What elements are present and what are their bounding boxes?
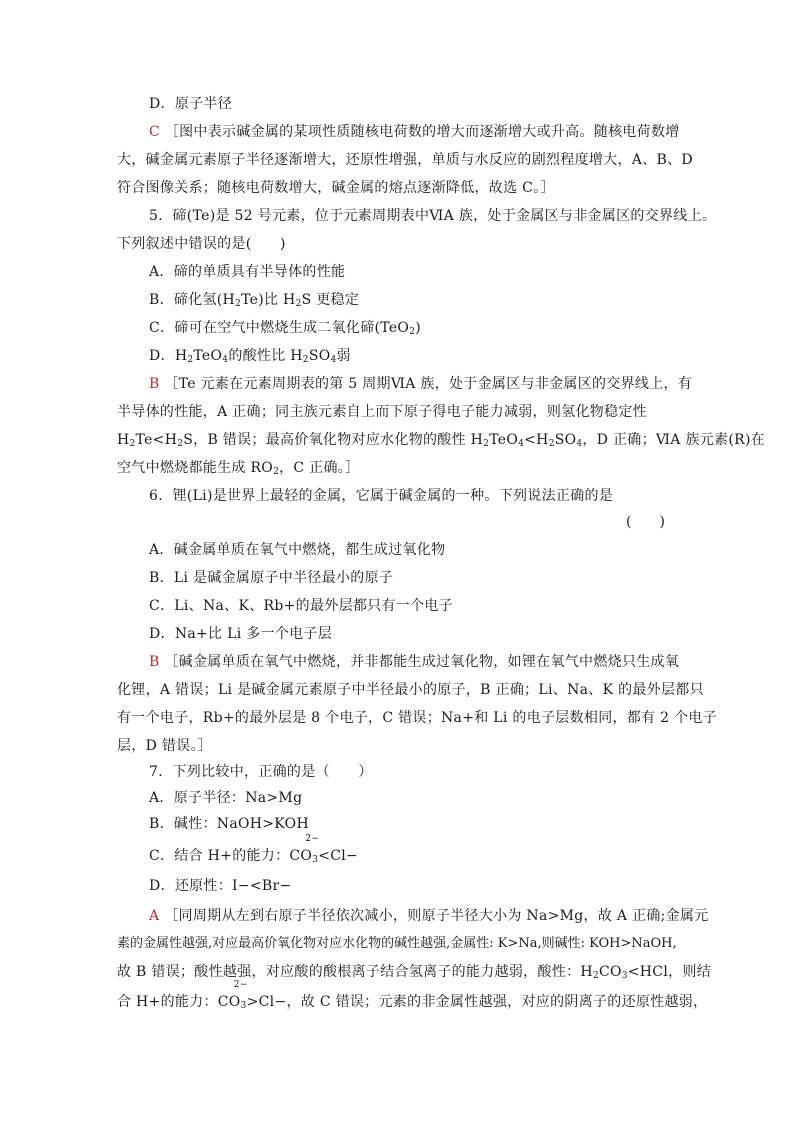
question-6: 6．锂(Li)是世界上最轻的金属，它属于碱金属的一种。下列说法正确的是 bbox=[149, 488, 614, 504]
explanation-line: 层，D 错误。］ bbox=[117, 738, 213, 754]
carbonate-ion: $CO_3$ 2− bbox=[217, 980, 248, 1011]
explanation-line: 有一个电子，Rb+的最外层是 8 个电子，C 错误；Na+和 Li 的电子层数相同，都有 2 个电子 bbox=[117, 710, 718, 726]
answer-letter: B bbox=[149, 654, 160, 670]
option-a-q6: A．碱金属单质在氧气中燃烧，都生成过氧化物 bbox=[149, 542, 446, 558]
answer-explanation-q5: B ［Te 元素在元素周期表的第 5 周期ⅥA 族，处于金属区与非金属区的交界线上，有 bbox=[149, 376, 693, 392]
answer-blank: ( ) bbox=[626, 514, 665, 530]
option-d-q7: D．还原性：I−<Br− bbox=[149, 878, 292, 894]
option-b-q6: B．Li 是碱金属原子中半径最小的原子 bbox=[149, 570, 394, 586]
answer-explanation-q4: C ［图中表示碱金属的某项性质随核电荷数的增大而逐渐增大或升高。随核电荷数增 bbox=[149, 124, 680, 140]
option-d-q5: D．$H_2TeO_4$的酸性比 $H_2SO_4$弱 bbox=[149, 348, 351, 365]
question-5: 5．碲(Te)是 52 号元素，位于元素周期表中ⅥA 族，处于金属区与非金属区的交界线上。 bbox=[149, 208, 717, 224]
option-c-q7: C．结合 H+的能力：$CO_3$ 2− <Cl− bbox=[149, 834, 359, 865]
explanation-line: 符合图像关系；随核电荷数增大，碱金属的熔点逐渐降低，故选 C。］ bbox=[117, 180, 555, 196]
option-d-q4: D．原子半径 bbox=[149, 96, 233, 112]
explanation-line: 大，碱金属元素原子半径逐渐增大，还原性增强，单质与水反应的剧烈程度增大，A、B、D bbox=[117, 152, 693, 168]
answer-explanation-q6: B ［碱金属单质在氧气中燃烧，并非都能生成过氧化物，如锂在氧气中燃烧只生成氧 bbox=[149, 654, 680, 670]
explanation-line: $H_2Te<H_2S$，B 错误；最高价氧化物对应水化物的酸性 $H_2TeO_4<H_2SO_4$，D 正确；ⅥA 族元素(R)在 bbox=[117, 432, 766, 449]
option-c-q5: C．碲可在空气中燃烧生成二氧化碲(TeO$_2$) bbox=[149, 320, 421, 337]
answer-letter: B bbox=[149, 376, 160, 392]
explanation-line: 故 B 错误；酸性越强，对应酸的酸根离子结合氢离子的能力越弱，酸性：$H_2CO_3<HCl$，则结 bbox=[117, 964, 711, 981]
answer-explanation-q7: A ［同周期从左到右原子半径依次减小，则原子半径大小为 Na>Mg，故 A 正确;金属元 bbox=[149, 908, 709, 924]
option-a-q7: A．原子半径：Na>Mg bbox=[149, 790, 303, 806]
answer-letter: A bbox=[149, 908, 160, 924]
option-b-q5: B．碲化氢$(H_2Te)$比 $H_2S$ 更稳定 bbox=[149, 292, 360, 309]
option-c-q6: C．Li、Na、K、Rb+的最外层都只有一个电子 bbox=[149, 598, 453, 614]
explanation-line: 化锂，A 错误；Li 是碱金属元素原子中半径最小的原子，B 正确；Li、Na、K 的最外层都只 bbox=[117, 682, 704, 698]
carbonate-ion: $CO_3$ 2− bbox=[289, 834, 320, 865]
explanation-line: 合 H+的能力：$CO_3$ 2− >Cl−，故 C 错误；元素的非金属性越强，对应的阴离子的还原性越弱， bbox=[117, 980, 708, 1011]
question-7: 7．下列比较中，正确的是（ ） bbox=[149, 764, 373, 780]
explanation-line: 素的金属性越强,对应最高价氧化物对应水化物的碱性越强,金属性: K>Na,则碱性: KOH>NaOH, bbox=[117, 936, 677, 951]
explanation-line: 空气中燃烧都能生成 $RO_2$，C 正确。］ bbox=[117, 460, 360, 477]
option-b-q7: B．碱性：NaOH>KOH bbox=[149, 816, 309, 832]
option-d-q6: D．Na+比 Li 多一个电子层 bbox=[149, 626, 333, 642]
option-a-q5: A．碲的单质具有半导体的性能 bbox=[149, 264, 346, 280]
question-5-line: 下列叙述中错误的是( ) bbox=[117, 236, 286, 252]
explanation-line: 半导体的性能，A 正确；同主族元素自上而下原子得电子能力减弱，则氢化物稳定性 bbox=[117, 404, 647, 420]
answer-letter: C bbox=[149, 124, 161, 140]
